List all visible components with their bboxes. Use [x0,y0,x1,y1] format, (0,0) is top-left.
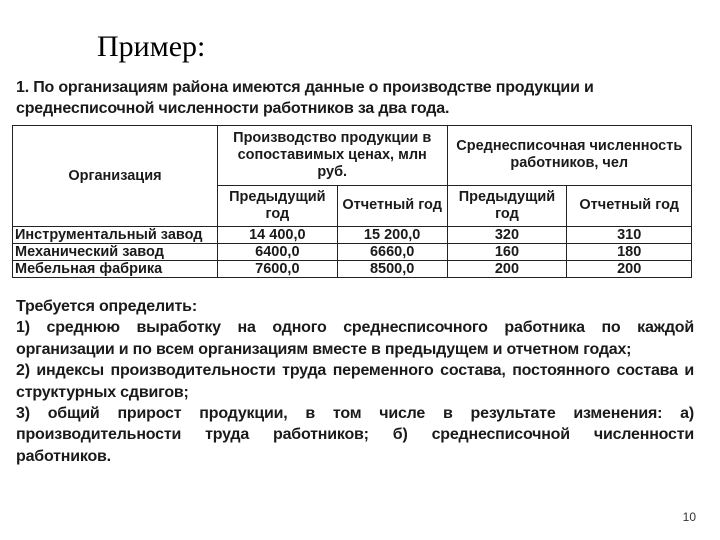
cell-staff-prev: 160 [447,244,567,261]
header-staff-group: Среднесписочная численность работников, чел [447,126,692,186]
cell-prod-prev: 7600,0 [217,261,337,278]
data-table [12,125,692,278]
cell-prod-curr: 6660,0 [337,244,447,261]
tasks-block [16,296,694,467]
header-staff-prev: Предыдущий год [447,185,567,226]
cell-prod-prev: 6400,0 [217,244,337,261]
cell-prod-prev: 14 400,0 [217,227,337,244]
cell-prod-curr: 8500,0 [337,261,447,278]
table-row [13,227,692,244]
tasks-heading: Требуется определить: [16,298,197,315]
cell-staff-curr: 310 [567,227,692,244]
cell-staff-prev: 200 [447,261,567,278]
cell-staff-curr: 180 [567,244,692,261]
problem-number: 1. [16,79,29,96]
cell-org: Мебельная фабрика [13,261,218,278]
header-production-curr: Отчетный год [337,185,447,226]
cell-org: Инструментальный завод [13,227,218,244]
task-item-2: 2) индексы производительности труда переменного состава, постоянного состава и структурных сдвигов; [16,362,694,401]
slide-number: 10 [682,510,696,524]
problem-statement [16,77,696,119]
cell-staff-prev: 320 [447,227,567,244]
header-production-group: Производство продукции в сопоставимых ценах, млн руб. [217,126,447,186]
header-organization: Организация [13,126,218,227]
cell-staff-curr: 200 [567,261,692,278]
slide-title: Пример: [97,30,206,63]
task-item-1: 1) среднюю выработку на одного среднесписочного работника по каждой организации и по всем организациям вместе в предыдущем и отчетном годах; [16,319,694,358]
cell-org: Механический завод [13,244,218,261]
header-production-prev: Предыдущий год [217,185,337,226]
problem-text: По организациям района имеются данные о производстве продукции и среднесписочной численности работников за два года. [16,79,594,117]
cell-prod-curr: 15 200,0 [337,227,447,244]
task-item-3: 3) общий прирост продукции, в том числе в результате изменения: а) производительности труда работников; б) среднесписочной численности работников. [16,405,694,465]
header-staff-curr: Отчетный год [567,185,692,226]
table-row [13,261,692,278]
table-row [13,244,692,261]
